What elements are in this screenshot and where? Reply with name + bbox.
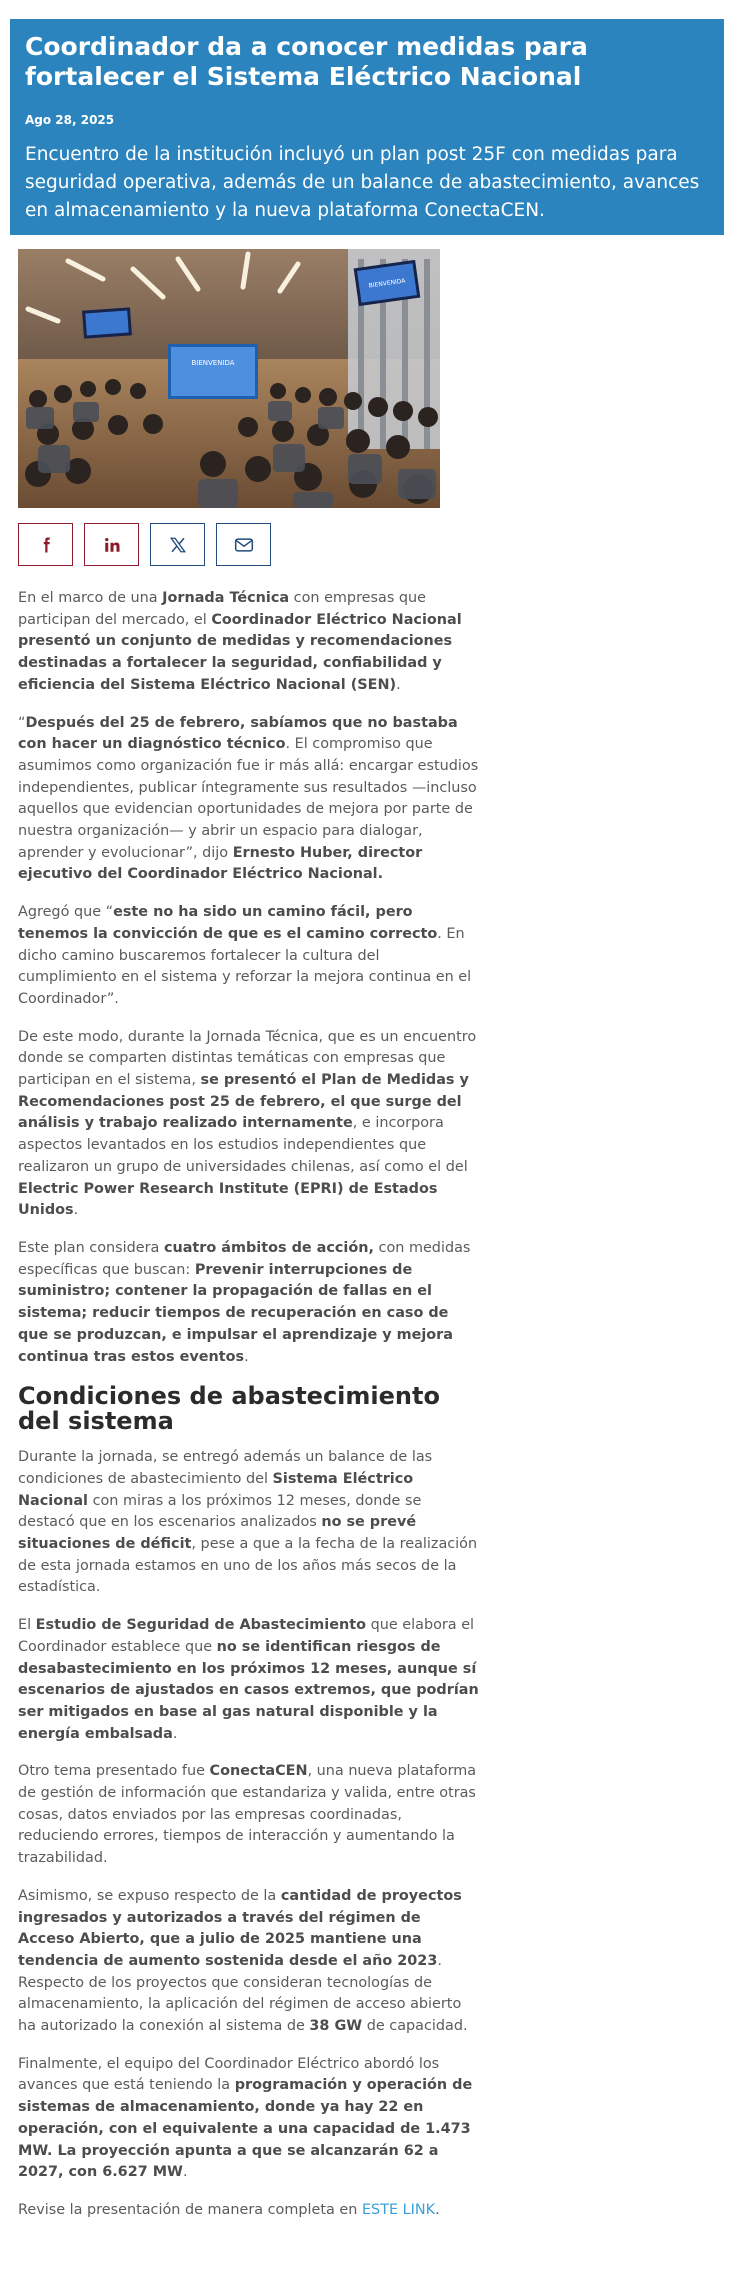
text-run: , e incorpora aspectos levantados en los estudios independientes que realizaron un grupo de universidades chilenas, así como el del [18,1115,468,1175]
share-bar [18,523,271,566]
text-run: con medidas específicas que buscan: [18,1239,471,1278]
bold-run: 38 GW [309,2018,363,2035]
bold-run: Coordinador Eléctrico Nacional presentó un conjunto de medidas y recomendaciones destinadas a fortalecer la seguridad, confiabilidad y eficiencia del Sistema Eléctrico Nacional (SEN) [18,611,462,693]
linkedin-icon [103,536,121,554]
article-paragraph [18,2200,482,2222]
share-x-button[interactable] [150,523,205,566]
text-run: De este modo, durante la Jornada Técnica, que es un encuentro donde se comparten distintas temáticas con empresas que participan en el sistema, [18,1028,477,1089]
text-run: . [182,2164,188,2181]
text-run: . Respecto de los proyectos que consideran tecnologías de almacenamiento, la aplicación del régimen de acceso abierto ha autorizado la conexión al sistema de [18,1952,462,2035]
bold-run: Electric Power Research Institute (EPRI) de Estados Unidos [18,1180,438,1219]
bold-run: Ernesto Huber, director ejecutivo del Coordinador Eléctrico Nacional. [18,844,423,883]
bold-run: este no ha sido un camino fácil, pero tenemos la convicción de que es el camino correcto [18,904,438,942]
bold-run: no se identifican riesgos de desabastecimiento en los próximos 12 meses, aunque sí escenarios de ajustados en casos extremos, que podrían ser mitigados en base al gas natural disponible y la energía embalsada [18,1638,479,1742]
bold-run: Prevenir interrupciones de suministro; contener la propagación de fallas en el sistema; reducir tiempos de recuperación en caso de que se produzcan, e impulsar el aprendizaje y mejora continua tras estos eventos [18,1261,453,1365]
article-paragraph [18,902,482,1011]
event-photo [18,249,440,508]
text-run: Asimismo, se expuso respecto de la [18,1887,281,1904]
text-run: Agregó que “ [18,904,114,921]
article-header [10,19,724,235]
article-paragraph [18,1447,482,1599]
text-run: que elabora el Coordinador establece que [18,1617,475,1655]
text-run: . [244,1348,249,1365]
article-paragraph [18,1027,482,1222]
bold-run: Jornada Técnica [162,590,290,606]
text-run: . [172,1725,178,1742]
bold-run: cuatro ámbitos de acción, [163,1239,374,1256]
article-paragraph [18,1886,482,2038]
text-run: “ [18,714,26,731]
publish-date: Ago 28, 2025 [25,113,115,127]
text-run: Finalmente, el equipo del Coordinador Eléctrico abordó los avances que está teniendo la [18,2055,440,2094]
article-body [18,588,482,2238]
article-lead: Encuentro de la institución incluyó un plan post 25F con medidas para seguridad operativa, además de un balance de abastecimiento, avances en almacenamiento y la nueva plataforma ConectaCEN. [25,144,700,221]
bold-run: programación y operación de sistemas de almacenamiento, donde ya hay 22 en operación, con el equivalente a una capacidad de 1.473 MW. La proyección apunta a que se alcanzarán 62 a 2027, con 6.627 MW [18,2077,473,2181]
article-paragraph [18,1761,482,1870]
article-paragraph [18,2054,482,2184]
text-run: Este plan considera [18,1239,164,1256]
screen-text-right: BIENVENIDA [368,277,406,290]
section-heading: Condiciones de abastecimiento del sistema [18,1382,440,1436]
text-run: Otro tema presentado fue [18,1763,210,1780]
text-run: Revise la presentación de manera completa en [18,2202,362,2218]
text-run: , pese a que a la fecha de la realización de esta jornada estamos en uno de los años más secos de la estadística. [18,1536,478,1596]
bold-run: Sistema Eléctrico Nacional [18,1470,414,1509]
article-paragraph [18,1238,482,1368]
text-run: . [435,2202,440,2218]
text-run: El [18,1617,36,1634]
article-paragraph [18,713,482,887]
facebook-icon [37,536,55,554]
page-title: Coordinador da a conocer medidas para fortalecer el Sistema Eléctrico Nacional [25,32,588,91]
text-run: . [73,1202,79,1219]
article-paragraph [18,588,482,697]
mail-icon [234,536,254,554]
share-linkedin-button[interactable] [84,523,139,566]
bold-run: Estudio de Seguridad de Abastecimiento [35,1617,367,1634]
text-run: con empresas que participan del mercado, el [18,590,427,628]
text-run: de capacidad. [362,2018,468,2035]
bold-run: cantidad de proyectos ingresados y autorizados a través del régimen de Acceso Abierto, que a julio de 2025 mantiene una tendencia de aumento sostenida desde el año 2023 [18,1887,462,1969]
presentation-link[interactable]: ESTE LINK [361,2202,436,2218]
share-email-button[interactable] [216,523,271,566]
bold-run: ConectaCEN [209,1763,308,1780]
screen-text-center: BIENVENIDA [191,359,235,367]
article-paragraph [18,1615,482,1745]
text-run: . En dicho camino buscaremos fortalecer la cultura del cumplimiento en el sistema y reforzar la mejora continua en el Coordinador”. [18,925,472,1007]
text-run: . El compromiso que asumimos como organización fue ir más allá: encargar estudios independientes, publicar íntegramente sus resultados —incluso aquellos que evidencian oportunidades de mejora por parte de nuestra organización— y abrir un espacio para dialogar, aprender y evolucionar”, dijo [18,736,479,861]
text-run: . [396,676,401,693]
bold-run: no se prevé situaciones de déficit [18,1514,417,1553]
bold-run: Después del 25 de febrero, sabíamos que no bastaba con hacer un diagnóstico técnico [18,714,458,753]
bold-run: se presentó el Plan de Medidas y Recomendaciones post 25 de febrero, el que surge del análisis y trabajo realizado internamente [18,1072,469,1132]
x-icon [169,536,187,554]
text-run: Durante la jornada, se entregó además un balance de las condiciones de abastecimiento del [18,1449,433,1487]
text-run: con miras a los próximos 12 meses, donde se destacó que en los escenarios analizados [18,1492,422,1531]
share-facebook-button[interactable] [18,523,73,566]
text-run: , una nueva plataforma de gestión de información que estandariza y valida, entre otras cosas, datos enviados por las empresas coordinadas, reduciendo errores, tiempos de interacción y aumentando la trazabilidad. [18,1763,477,1867]
text-run: En el marco de una [18,590,163,606]
